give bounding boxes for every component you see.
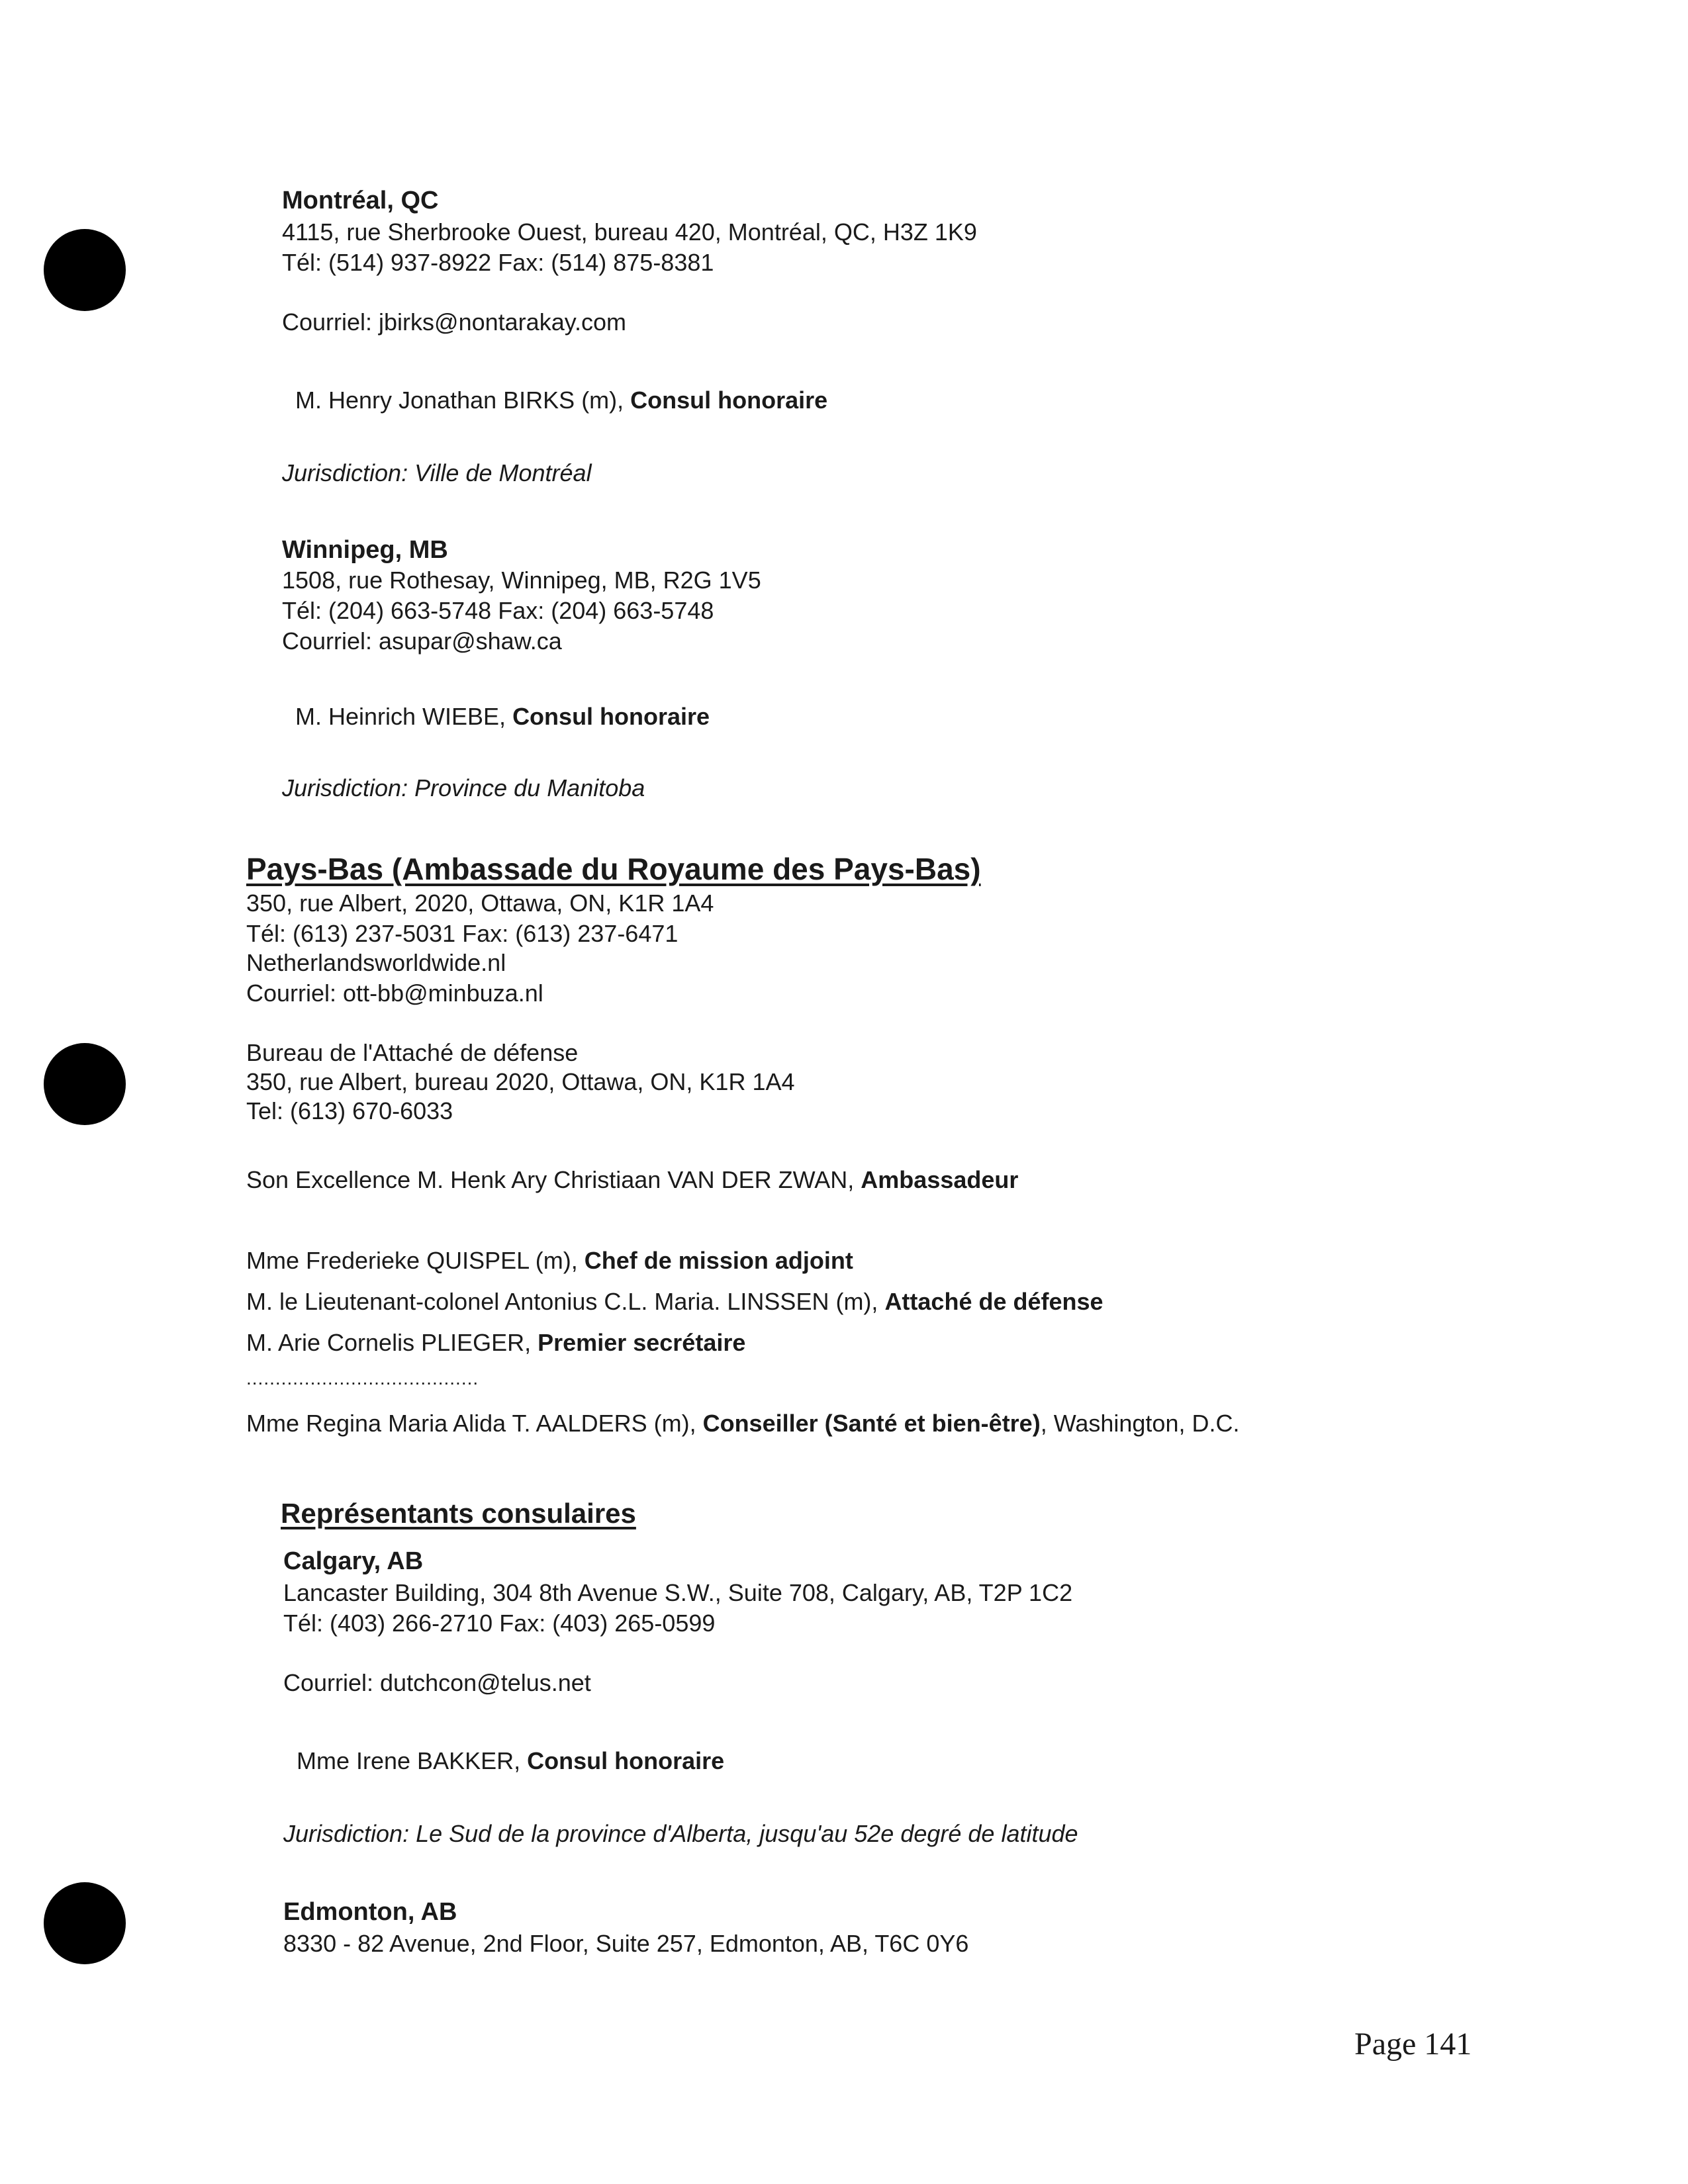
embassy-tel: Tél: (613) 237-5031 Fax: (613) 237-6471 bbox=[246, 920, 679, 947]
ambassador bbox=[246, 1165, 1018, 1195]
page-number: Page 141 bbox=[1354, 2026, 1472, 2062]
calgary-city: Calgary, AB bbox=[283, 1547, 424, 1575]
jurisdiction-value: Province du Manitoba bbox=[414, 774, 645, 801]
staff-title: Conseiller (Santé et bien-être) bbox=[702, 1410, 1041, 1437]
winnipeg-consul bbox=[295, 702, 710, 732]
montreal-jurisdiction bbox=[282, 458, 592, 488]
calgary-tel: Tél: (403) 266-2710 Fax: (403) 265-0599 bbox=[283, 1610, 716, 1637]
staff-title: Premier secrétaire bbox=[538, 1329, 746, 1356]
embassy-website: Netherlandsworldwide.nl bbox=[246, 949, 506, 976]
embassy-address: 350, rue Albert, 2020, Ottawa, ON, K1R 1A4 bbox=[246, 889, 714, 917]
calgary-email: Courriel: dutchcon@telus.net bbox=[283, 1669, 591, 1696]
ambassador-title: Ambassadeur bbox=[861, 1166, 1019, 1193]
staff-entry bbox=[246, 1328, 745, 1358]
punch-hole-middle bbox=[44, 1043, 126, 1125]
consul-title: Consul honoraire bbox=[512, 703, 710, 730]
embassy-email: Courriel: ott-bb@minbuza.nl bbox=[246, 979, 543, 1007]
country-heading: Pays-Bas (Ambassade du Royaume des Pays-Bas) bbox=[246, 852, 981, 886]
montreal-tel: Tél: (514) 937-8922 Fax: (514) 875-8381 bbox=[282, 249, 714, 276]
staff-title: Attaché de défense bbox=[884, 1288, 1103, 1315]
staff-location: , Washington, D.C. bbox=[1040, 1410, 1240, 1437]
defense-office-tel: Tel: (613) 670-6033 bbox=[246, 1097, 453, 1124]
montreal-address: 4115, rue Sherbrooke Ouest, bureau 420, Montréal, QC, H3Z 1K9 bbox=[282, 218, 977, 246]
jurisdiction-value: Le Sud de la province d'Alberta, jusqu'au 52e degré de latitude bbox=[416, 1820, 1078, 1847]
winnipeg-jurisdiction bbox=[282, 773, 645, 803]
defense-office-address: 350, rue Albert, bureau 2020, Ottawa, ON, K1R 1A4 bbox=[246, 1068, 795, 1095]
edmonton-address: 8330 - 82 Avenue, 2nd Floor, Suite 257, Edmonton, AB, T6C 0Y6 bbox=[283, 1930, 969, 1957]
calgary-address: Lancaster Building, 304 8th Avenue S.W., Suite 708, Calgary, AB, T2P 1C2 bbox=[283, 1579, 1073, 1606]
staff-entry bbox=[246, 1287, 1103, 1317]
calgary-consul bbox=[297, 1746, 724, 1776]
jurisdiction-label: Jurisdiction: bbox=[282, 459, 415, 486]
staff-name: M. le Lieutenant-colonel Antonius C.L. Maria. LINSSEN (m), bbox=[246, 1288, 885, 1315]
jurisdiction-label: Jurisdiction: bbox=[282, 774, 415, 801]
winnipeg-tel: Tél: (204) 663-5748 Fax: (204) 663-5748 bbox=[282, 597, 714, 624]
winnipeg-city: Winnipeg, MB bbox=[282, 536, 448, 564]
montreal-email: Courriel: jbirks@nontarakay.com bbox=[282, 308, 627, 336]
staff-title: Chef de mission adjoint bbox=[584, 1247, 853, 1274]
winnipeg-address: 1508, rue Rothesay, Winnipeg, MB, R2G 1V5 bbox=[282, 567, 761, 594]
defense-office-name: Bureau de l'Attaché de défense bbox=[246, 1039, 579, 1066]
winnipeg-email: Courriel: asupar@shaw.ca bbox=[282, 627, 562, 655]
consul-title: Consul honoraire bbox=[630, 387, 828, 414]
consul-name: Mme Irene BAKKER, bbox=[297, 1747, 528, 1774]
montreal-city: Montréal, QC bbox=[282, 187, 439, 214]
consul-name: M. Heinrich WIEBE, bbox=[295, 703, 513, 730]
montreal-consul bbox=[295, 385, 827, 416]
jurisdiction-value: Ville de Montréal bbox=[414, 459, 592, 486]
staff-entry-aalders bbox=[246, 1408, 1239, 1439]
ambassador-name: Son Excellence M. Henk Ary Christiaan VAN DER ZWAN, bbox=[246, 1166, 861, 1193]
edmonton-city: Edmonton, AB bbox=[283, 1898, 457, 1926]
consul-title: Consul honoraire bbox=[527, 1747, 725, 1774]
calgary-jurisdiction bbox=[283, 1819, 1078, 1849]
staff-name: Mme Frederieke QUISPEL (m), bbox=[246, 1247, 585, 1274]
consul-name: M. Henry Jonathan BIRKS (m), bbox=[295, 387, 631, 414]
punch-hole-top bbox=[44, 229, 126, 311]
staff-entry bbox=[246, 1246, 853, 1276]
punch-hole-bottom bbox=[44, 1882, 126, 1964]
consular-heading: Représentants consulaires bbox=[281, 1498, 636, 1529]
staff-name: Mme Regina Maria Alida T. AALDERS (m), bbox=[246, 1410, 703, 1437]
staff-name: M. Arie Cornelis PLIEGER, bbox=[246, 1329, 538, 1356]
jurisdiction-label: Jurisdiction: bbox=[283, 1820, 416, 1847]
dotted-separator: ........................................ bbox=[246, 1368, 479, 1388]
